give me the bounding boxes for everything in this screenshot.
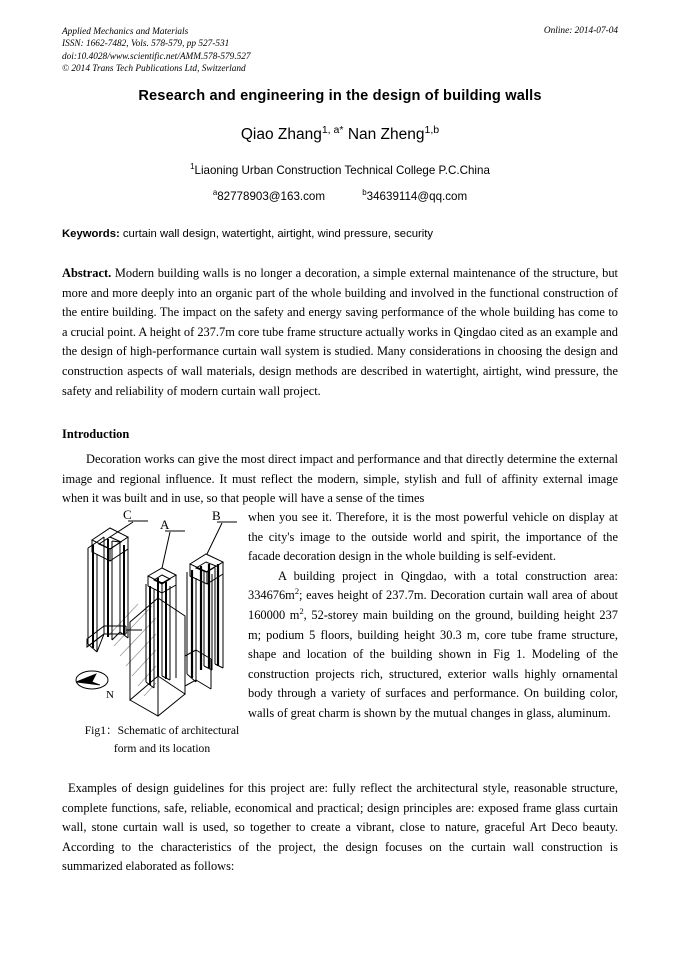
abstract-body: Modern building walls is no longer a decoration, a simple external maintenance of the structure, but more and more deeply into an organic part of the whole building and involved in the functional construction of the entire building. The impact on the safety and energy saving performance of the whole building has come to a crucial point. A height of 237.7m core tube frame structure actually works in Qingdao cited as an example and the design of high-performance curtain wall system is studied. Many considerations in choosing the design and construction aspects of wall materials, design methods are described in watertight, airtight, wind pressure, the safety and reliability of modern curtain wall project. — [62, 266, 618, 398]
rc-p2-part-c: , 52-storey main building on the ground, building height 237 m; podium 5 floors, building height 30.3 m, core tube frame structure, shape and location of the building shown in Fig 1. Modeling of the construction projects rich, structured, exterior walls highly ornamental body through a variety of surfaces and performance. On building color, walls of great charm is shown by the mutual changes in glass, aluminum. — [248, 607, 618, 720]
email-b-address: 34639114@qq.com — [366, 190, 468, 203]
author-2-name: Nan Zheng — [347, 126, 425, 143]
closing-paragraph: Examples of design guidelines for this project are: fully reflect the architectural style, reasonable structure, complete functions, safe, reliable, economical and practical; design principles are: exposed frame glass curtain wall, stone curtain wall is used, so together to create a vibrant, close to nature, graceful Art Deco beauty. According to the characteristics of the project, the design focuses on the curtain wall construction is summarized elaborated as follows: — [62, 781, 618, 874]
affiliation-text: Liaoning Urban Construction Technical College P.C.China — [194, 164, 490, 177]
journal-name: Applied Mechanics and Materials — [62, 27, 189, 37]
section-heading-introduction: Introduction — [62, 427, 130, 441]
figure-caption-line-1: Fig1：Schematic of architectural — [84, 724, 240, 737]
affiliation-marker: 1 — [190, 162, 195, 172]
email-a-address: 82778903@163.com — [217, 190, 326, 203]
compass-needle — [76, 674, 100, 685]
callout-leaders — [110, 521, 237, 568]
leader-a — [162, 532, 170, 568]
abstract — [62, 264, 618, 401]
figure-label-a: A — [160, 517, 170, 532]
rc-p2-part-b: ; eaves height of 237.7m. Decoration curtain wall area of about 160000 m — [248, 588, 618, 622]
author-1-affil-marker: 1, a* — [321, 123, 344, 136]
email-b — [362, 190, 467, 203]
keywords — [62, 228, 618, 240]
page-title: Research and engineering in the design of building walls — [138, 88, 542, 104]
affiliation — [62, 164, 618, 177]
doi-line: doi:10.4028/www.scientific.net/AMM.578-579.527 — [62, 51, 251, 62]
email-list — [62, 190, 618, 203]
tower-c — [88, 528, 128, 652]
figure-label-b: B — [212, 508, 221, 523]
figure-label-c: C — [123, 507, 132, 522]
email-a-marker: a — [212, 188, 218, 198]
masthead — [62, 26, 618, 76]
copyright-line: © 2014 Trans Tech Publications Ltd, Switzerland — [62, 64, 246, 75]
tower-a-mullions — [150, 578, 166, 685]
author-2-affil-marker: 1,b — [424, 123, 440, 136]
compass-north-label: N — [106, 689, 114, 701]
figure-1-caption — [62, 722, 262, 758]
tower-b — [187, 554, 223, 682]
email-a — [213, 190, 325, 203]
keywords-label: Keywords: — [62, 228, 120, 240]
leader-b — [207, 523, 222, 554]
abstract-label: Abstract. — [62, 266, 112, 280]
online-date: Online: 2014-07-04 — [543, 26, 618, 36]
email-b-marker: b — [362, 188, 367, 198]
author-list — [62, 123, 618, 144]
tower-a — [146, 568, 176, 688]
podium-hatching — [108, 604, 156, 696]
right-column-paragraph-2 — [248, 567, 618, 724]
figure-caption-line-2: form and its location — [113, 742, 211, 755]
rc-p2-superscript-1: 2 — [294, 586, 300, 597]
author-1-name: Qiao Zhang — [240, 126, 322, 143]
building-schematic-drawing — [66, 504, 248, 719]
right-column-paragraph-1: when you see it. Therefore, it is the most powerful vehicle on display at the city's image to the outside world and spirit, the importance of the facade decoration design in the whole building is self-evident. — [248, 510, 618, 564]
wrapped-body-column — [248, 508, 618, 724]
introduction-paragraph-1: Decoration works can give the most direct impact and performance and that directly determine the external image and regional influence. It must reflect the modern, simple, stylish and full of affinity external image when it was built and in use, so that people will have a sense of the times — [62, 452, 618, 506]
compass-rose — [76, 671, 108, 689]
rc-p2-superscript-2: 2 — [299, 605, 304, 616]
rc-p2-part-a: A building project in Qingdao, with a total construction area: 334676m — [248, 568, 618, 603]
keywords-value: curtain wall design, watertight, airtight, wind pressure, security — [122, 228, 434, 240]
figure-1 — [66, 504, 248, 719]
issn-line: ISSN: 1662-7482, Vols. 578-579, pp 527-531 — [62, 39, 230, 50]
